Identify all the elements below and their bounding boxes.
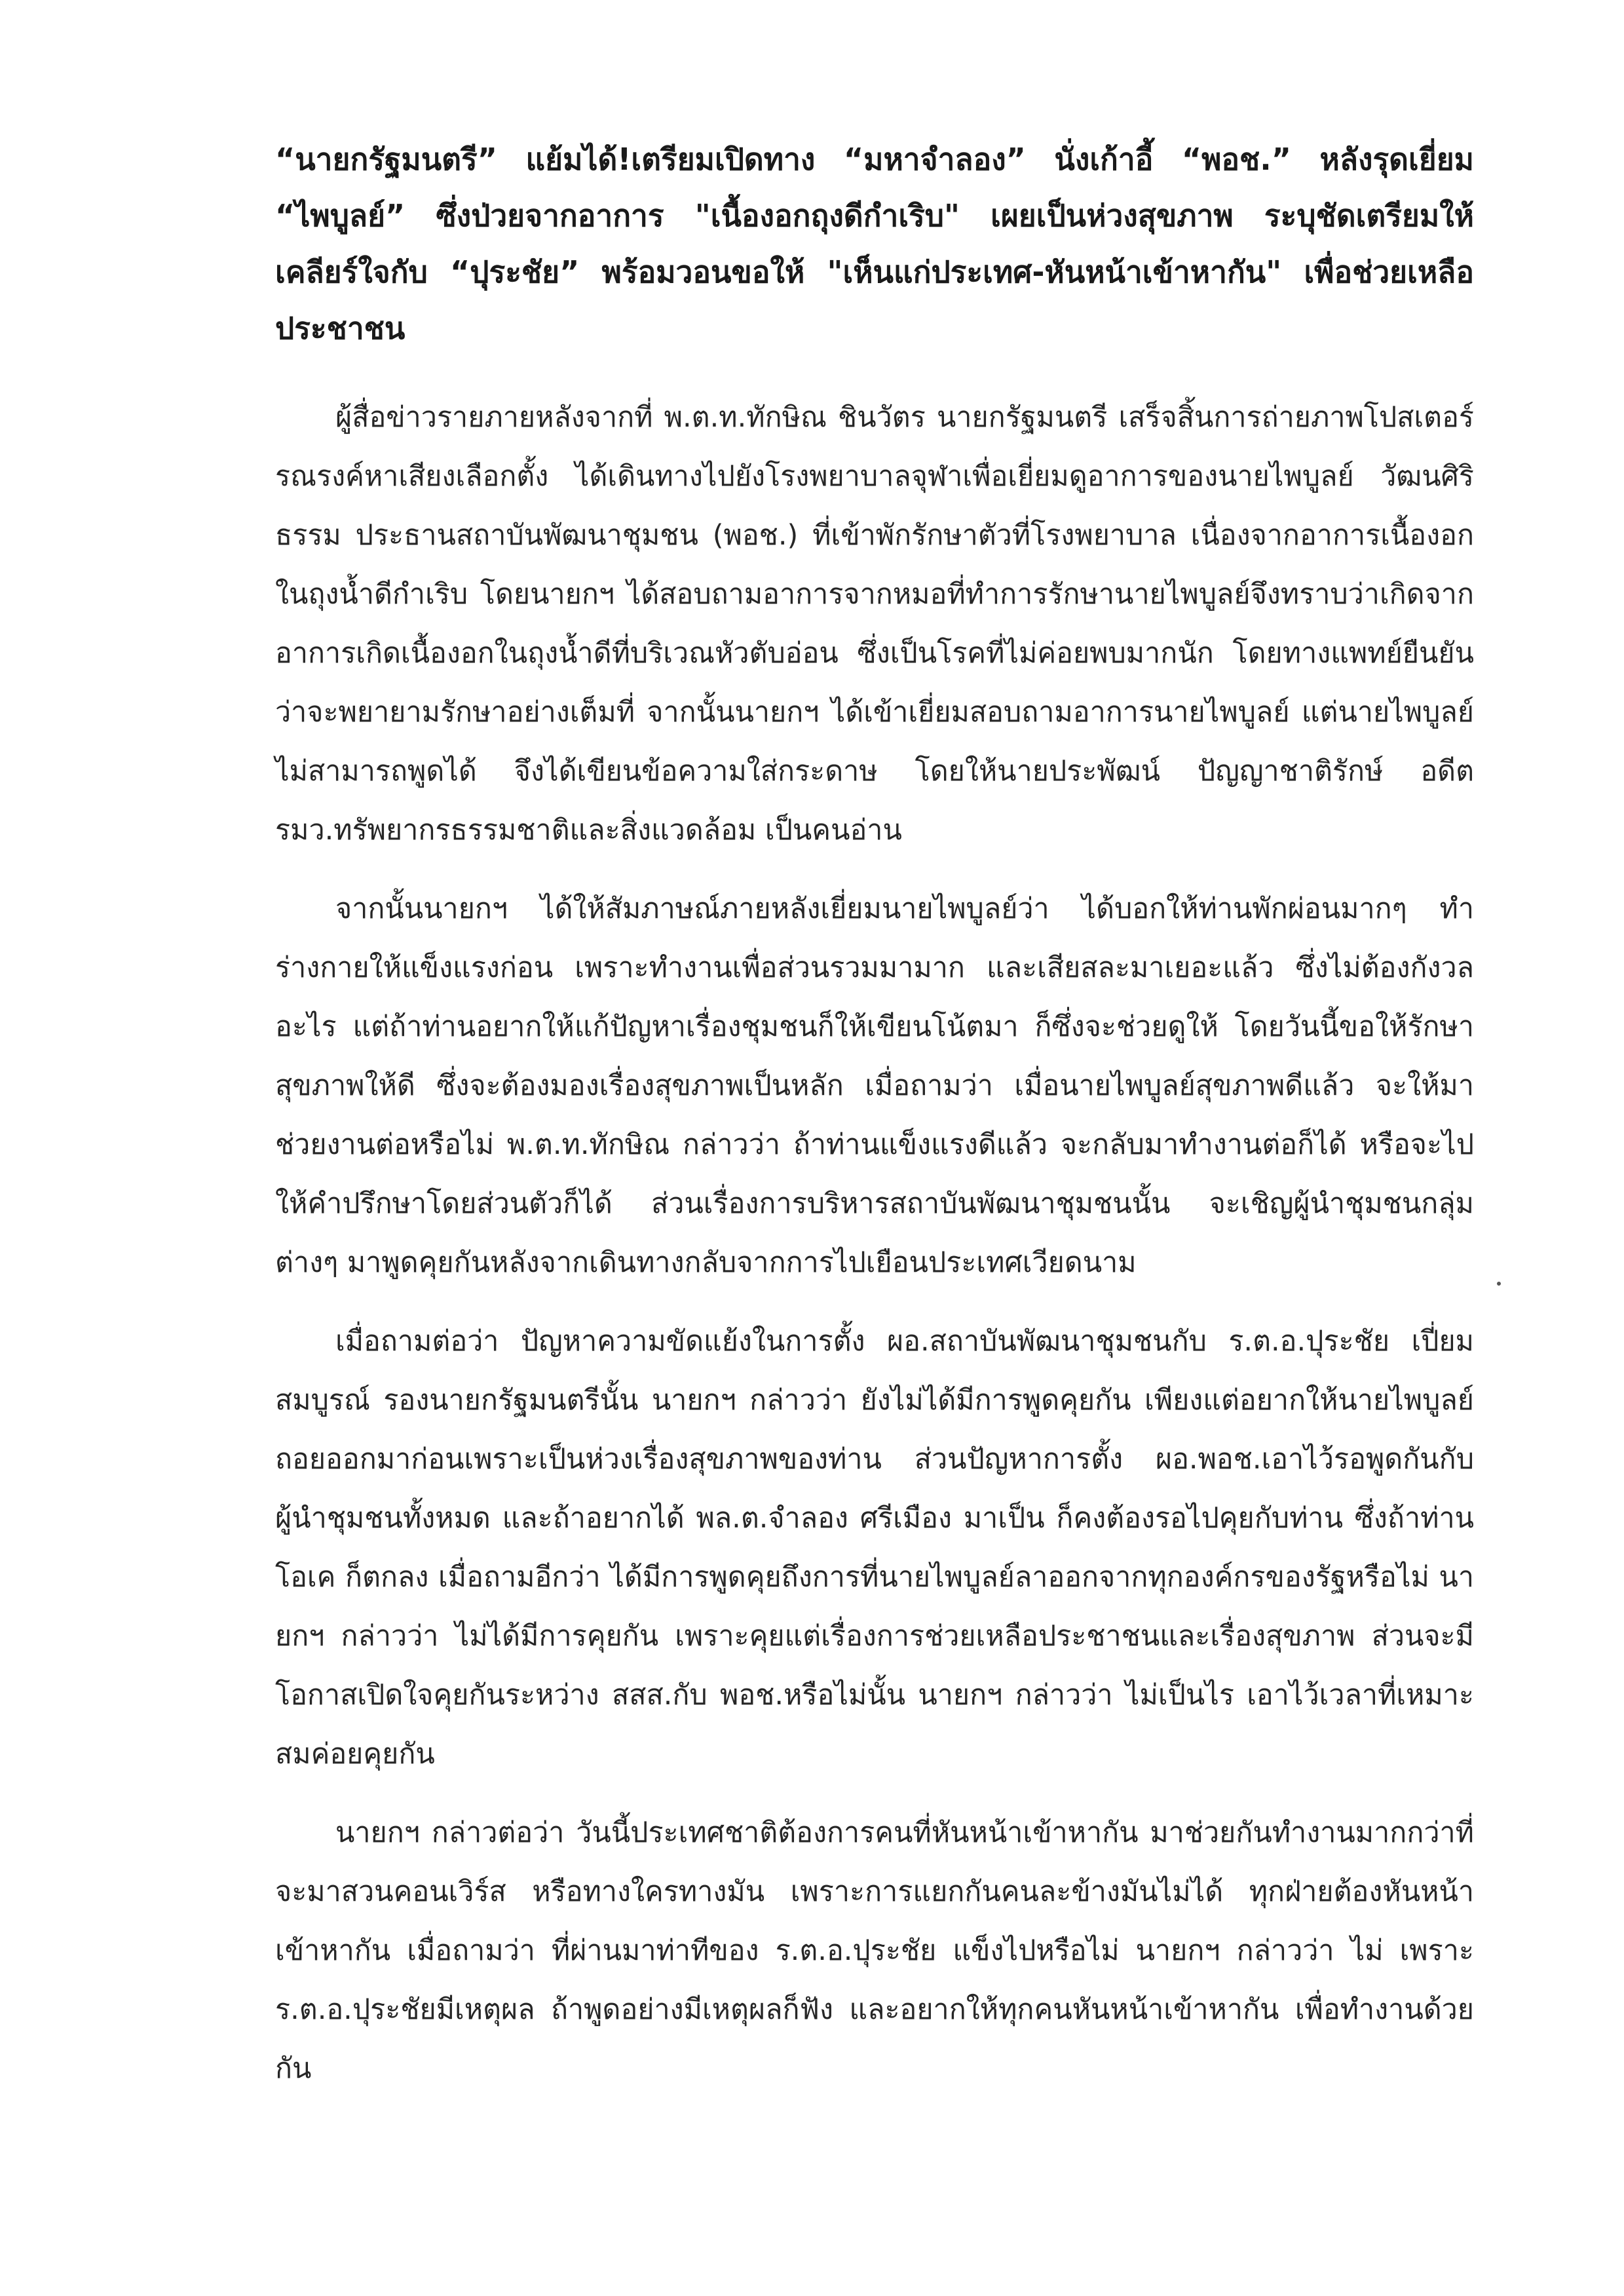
article-body [275, 131, 1474, 2118]
headline: “นายกรัฐมนตรี” แย้มได้!เตรียมเปิดทาง “มหาจำลอง” นั่งเก้าอี้ “พอช.” หลังรุดเยี่ยม “ไพบูลย์” ซึ่งป่วยจากอาการ "เนื้องอกถุงดีกำเริบ" เผยเป็นห่วงสุขภาพ ระบุชัดเตรียมให้เคลียร์ใจกับ “ปุระชัย” พร้อมวอนขอให้ "เห็นแก่ประเทศ-หันหน้าเข้าหากัน" เพื่อช่วยเหลือประชาชน [275, 142, 1474, 346]
paragraph-4: นายกฯ กล่าวต่อว่า วันนี้ประเทศชาติต้องการคนที่หันหน้าเข้าหากัน มาช่วยกันทำงานมากกว่าที่จะมาสวนคอนเวิร์ส หรือทางใครทางมัน เพราะการแยกกันคนละข้างมันไม่ได้ ทุกฝ่ายต้องหันหน้าเข้าหากัน เมื่อถามว่า ที่ผ่านมาท่าทีของ ร.ต.อ.ปุระชัย แข็งไปหรือไม่ นายกฯ กล่าวว่า ไม่ เพราะ ร.ต.อ.ปุระชัยมีเหตุผล ถ้าพูดอย่างมีเหตุผลก็ฟัง และอยากให้ทุกคนหันหน้าเข้าหากัน เพื่อทำงานด้วยกัน [275, 1816, 1474, 2085]
paragraph-3: เมื่อถามต่อว่า ปัญหาความขัดแย้งในการตั้ง ผอ.สถาบันพัฒนาชุมชนกับ ร.ต.อ.ปุระชัย เปี่ยมสมบูรณ์ รองนายกรัฐมนตรีนั้น นายกฯ กล่าวว่า ยังไม่ได้มีการพูดคุยกัน เพียงแต่อยากให้นายไพบูลย์ถอยออกมาก่อนเพราะเป็นห่วงเรื่องสุขภาพของท่าน ส่วนปัญหาการตั้ง ผอ.พอช.เอาไว้รอพูดกันกับผู้นำชุมชนทั้งหมด และถ้าอยากได้ พล.ต.จำลอง ศรีเมือง มาเป็น ก็คงต้องรอไปคุยกับท่าน ซึ่งถ้าท่านโอเค ก็ตกลง เมื่อถามอีกว่า ได้มีการพูดคุยถึงการที่นายไพบูลย์ลาออกจากทุกองค์กรของรัฐหรือไม่ นายกฯ กล่าวว่า ไม่ได้มีการคุยกัน เพราะคุยแต่เรื่องการช่วยเหลือประชาชนและเรื่องสุขภาพ ส่วนจะมีโอกาสเปิดใจคุยกันระหว่าง สสส.กับ พอช.หรือไม่นั้น นายกฯ กล่าวว่า ไม่เป็นไร เอาไว้เวลาที่เหมาะสมค่อยคุยกัน [275, 1325, 1474, 1770]
paragraph-2: จากนั้นนายกฯ ได้ให้สัมภาษณ์ภายหลังเยี่ยมนายไพบูลย์ว่า ได้บอกให้ท่านพักผ่อนมากๆ ทำร่างกายให้แข็งแรงก่อน เพราะทำงานเพื่อส่วนรวมมามาก และเสียสละมาเยอะแล้ว ซึ่งไม่ต้องกังวลอะไร แต่ถ้าท่านอยากให้แก้ปัญหาเรื่องชุมชนก็ให้เขียนโน้ตมา ก็ซึ่งจะช่วยดูให้ โดยวันนี้ขอให้รักษาสุขภาพให้ดี ซึ่งจะต้องมองเรื่องสุขภาพเป็นหลัก เมื่อถามว่า เมื่อนายไพบูลย์สุขภาพดีแล้ว จะให้มาช่วยงานต่อหรือไม่ พ.ต.ท.ทักษิณ กล่าวว่า ถ้าท่านแข็งแรงดีแล้ว จะกลับมาทำงานต่อก็ได้ หรือจะไปให้คำปรึกษาโดยส่วนตัวก็ได้ ส่วนเรื่องการบริหารสถาบันพัฒนาชุมชนนั้น จะเชิญผู้นำชุมชนกลุ่มต่างๆ มาพูดคุยกันหลังจากเดินทางกลับจากการไปเยือนประเทศเวียดนาม [275, 892, 1474, 1279]
scan-speck [1497, 1282, 1501, 1286]
paragraph-1: ผู้สื่อข่าวรายภายหลังจากที่ พ.ต.ท.ทักษิณ ชินวัตร นายกรัฐมนตรี เสร็จสิ้นการถ่ายภาพโปสเตอร์รณรงค์หาเสียงเลือกตั้ง ได้เดินทางไปยังโรงพยาบาลจุฬาเพื่อเยี่ยมดูอาการของนายไพบูลย์ วัฒนศิริธรรม ประธานสถาบันพัฒนาชุมชน (พอช.) ที่เข้าพักรักษาตัวที่โรงพยาบาล เนื่องจากอาการเนื้องอกในถุงน้ำดีกำเริบ โดยนายกฯ ได้สอบถามอาการจากหมอที่ทำการรักษานายไพบูลย์จึงทราบว่าเกิดจากอาการเกิดเนื้องอกในถุงน้ำดีที่บริเวณหัวตับอ่อน ซึ่งเป็นโรคที่ไม่ค่อยพบมากนัก โดยทางแพทย์ยืนยันว่าจะพยายามรักษาอย่างเต็มที่ จากนั้นนายกฯ ได้เข้าเยี่ยมสอบถามอาการนายไพบูลย์ แต่นายไพบูลย์ไม่สามารถพูดได้ จึงได้เขียนข้อความใส่กระดาษ โดยให้นายประพัฒน์ ปัญญาชาติรักษ์ อดีตรมว.ทรัพยากรธรรมชาติและสิ่งแวดล้อม เป็นคนอ่าน [275, 401, 1474, 847]
